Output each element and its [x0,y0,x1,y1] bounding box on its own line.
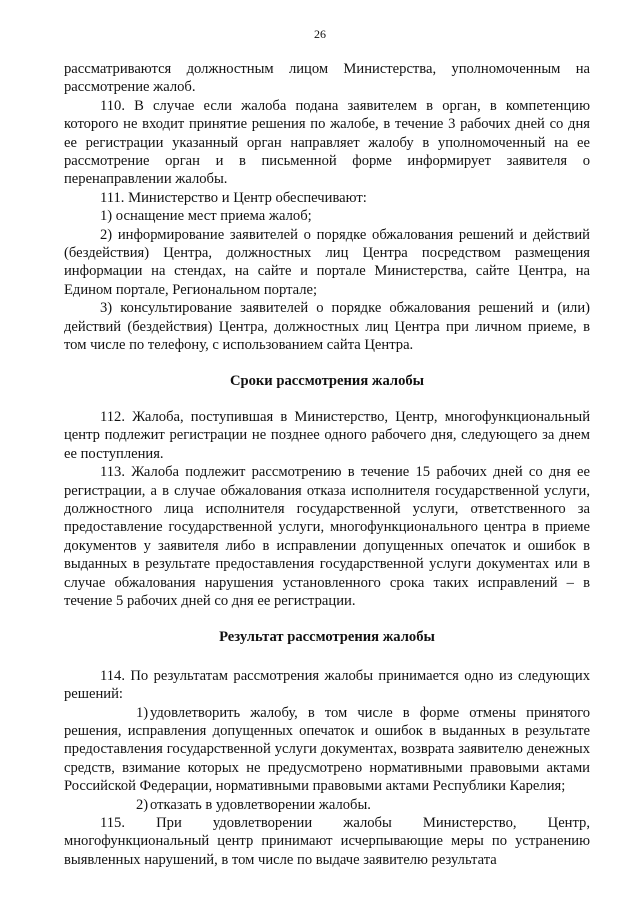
section-heading-review-terms: Сроки рассмотрения жалобы [229,372,425,389]
decision-item-text: удовлетворить жалобу, в том числе в форме отмены принятого решения, исправления допущенных опечаток и ошибок в выданных в результате предоставления государственной услуги документах, возврата заявителю денежных средств, взимание которых не предусмотрено нормативными правовыми актами Российской Федерации, нормативными правовыми актами Республики Карелия; [64,704,590,795]
paragraph-114: 114. По результатам рассмотрения жалобы принимается одно из следующих решений: [64,667,590,703]
paragraph-115: 115. При удовлетворении жалобы Министерство, Центр, многофункциональный центр принимают исчерпывающие меры по устранению выявленных нарушений, в том числе по выдаче заявителю результата [64,815,590,868]
document-body [64,60,590,869]
paragraph-112: 112. Жалоба, поступившая в Министерство, Центр, многофункциональный центр подлежит регистрации не позднее одного рабочего дня, следующего за днем ее поступления. [64,408,590,462]
paragraph-111-item-3: 3) консультирование заявителей о порядке обжалования решений и (или) действий (бездействия) Центра, должностных лиц Центра при личном приеме, в том числе по телефону, с использованием сайта Центра. [64,300,590,354]
paragraph-113: 113. Жалоба подлежит рассмотрению в течение 15 рабочих дней со дня ее регистрации, а в случае обжалования отказа исполнителя государственной услуги, должностного лица исполнителя государственной услуги, ответственного за предоставление государственной услуги, многофункционального центра в приеме документов у заявителя либо в исправлении допущенных опечаток и ошибок в выданных в результате предоставления государственной услуги документах или в случае обжалования нарушения установленного срока таких исправлений – в течение 5 рабочих дней со дня ее регистрации. [64,464,590,609]
page-number: 26 [314,27,326,41]
decision-item-number: 2) [136,796,149,813]
decision-item-text: отказать в удовлетворении жалобы. [150,796,371,813]
decision-item-2 [64,796,590,814]
decision-item-1 [64,704,590,796]
paragraph-111: 111. Министерство и Центр обеспечивают: [100,189,367,206]
paragraph-111-item-2: 2) информирование заявителей о порядке обжалования решений и действий (бездействия) Центра, должностных лиц Центра посредством размещения информации на стендах, на сайте и портале Министерства, сайте Центра, на Едином портале, Региональном портале; [64,226,590,298]
decision-item-number: 1) [136,704,149,721]
section-heading-review-result: Результат рассмотрения жалобы [219,629,435,646]
paragraph-110: 110. В случае если жалоба подана заявителем в орган, в компетенцию которого не входит принятие решения по жалобе, в течение 3 рабочих дней со дня ее регистрации указанный орган направляет жалобу в уполномоченный на ее рассмотрение орган и в письменной форме информирует заявителя о перенаправлении жалобы. [64,97,590,188]
paragraph-continuation: рассматриваются должностным лицом Министерства, уполномоченным на рассмотрение жалоб. [64,61,590,96]
paragraph-111-item-1: 1) оснащение мест приема жалоб; [100,208,312,225]
